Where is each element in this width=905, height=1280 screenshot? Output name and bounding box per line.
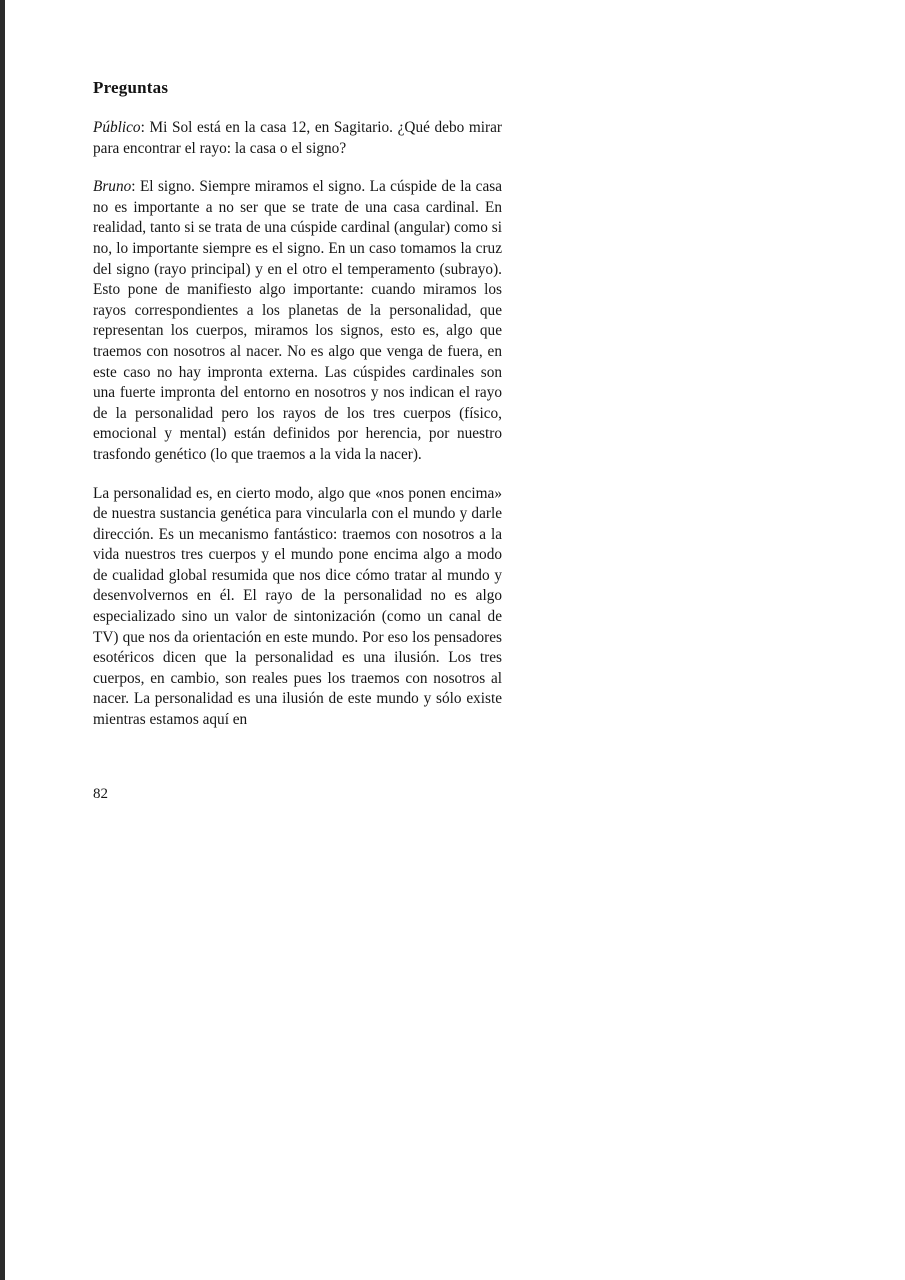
speaker-label-bruno: Bruno — [93, 178, 132, 196]
speaker-label-publico: Público — [93, 119, 141, 136]
page-title: Preguntas — [93, 78, 169, 97]
page-text-column — [93, 78, 502, 731]
paragraph-text-2: La personalidad es, en cierto modo, algo que «nos ponen encima» de nuestra sustancia genética para vincularla con el mundo y darle dirección. Es un mecanismo fantástico: traemos con nosotros a la vida nuestros tres cuerpos y el mundo pone encima algo a modo de cualidad global resumida que nos dice cómo tratar al mundo y desenvolvernos en él. El rayo de la personalidad no es algo especializado sino un valor de sintonización (como un canal de TV) que nos da orientación en este mundo. Por eso los pensadores esotéricos dicen que la personalidad es una ilusión. Los tres cuerpos, en cambio, son reales pues los traemos con nosotros al nacer. La personalidad es una ilusión de este mundo y sólo existe mientras estamos aquí en — [93, 484, 502, 729]
paragraph-question — [93, 118, 502, 159]
paragraph-answer — [93, 177, 502, 465]
paragraph-text-1: El signo. Siempre miramos el signo. La cúspide de la casa no es importante a no ser que se trate de una casa cardinal. En realidad, tanto si se trata de una cúspide cardinal (angular) como si no, lo importante siempre es el signo. En un caso tomamos la cruz del signo (rayo principal) y en el otro el temperamento (subrayo). Esto pone de manifiesto algo importante: cuando miramos los rayos correspondientes a los planetas de la personalidad, que representan los cuerpos, miramos los signos, esto es, algo que traemos con nosotros al nacer. No es algo que venga de fuera, en este caso no hay impronta externa. Las cúspides cardinales son una fuerte impronta del entorno en nosotros y nos indican el rayo de la personalidad pero los rayos de los tres cuerpos (físico, emocional y mental) están definidos por herencia, por nuestro trasfondo genético (lo que traemos a la vida la nacer). — [93, 178, 502, 463]
page-gutter-edge — [0, 0, 5, 1280]
speaker-separator-0: : — [140, 119, 150, 136]
paragraph-continuation — [93, 484, 502, 731]
paragraph-text-0: Mi Sol está en la casa 12, en Sagitario. ¿Qué debo mirar para encontrar el rayo: la casa o el signo? — [93, 119, 502, 157]
speaker-separator-1: : — [131, 178, 140, 196]
page-number: 82 — [93, 786, 108, 802]
